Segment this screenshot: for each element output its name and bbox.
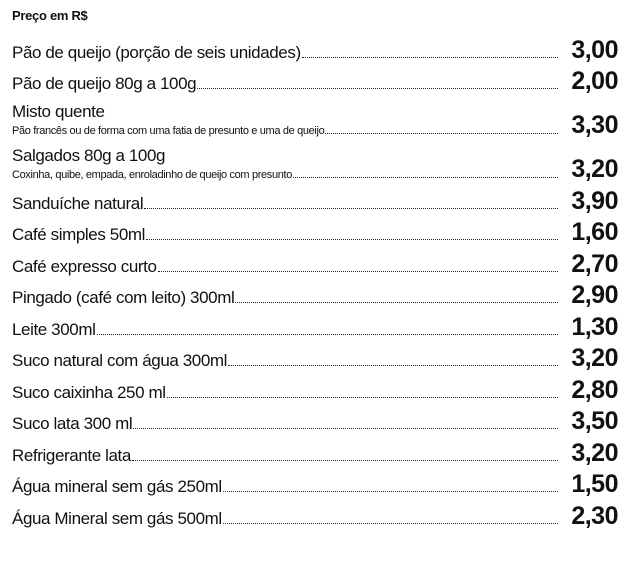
menu-item-title-line bbox=[12, 73, 560, 95]
menu-item-name: Água Mineral sem gás 500ml bbox=[12, 508, 222, 528]
menu-item-title-line bbox=[12, 319, 560, 341]
menu-item-name: Pingado (café com leito) 300ml bbox=[12, 288, 235, 307]
menu-item-row bbox=[12, 278, 618, 310]
menu-item-row bbox=[12, 139, 618, 183]
menu-item-description: Pão francês ou de forma com uma fatia de presunto e uma de queijo bbox=[12, 125, 325, 137]
menu-item-price: 1,50 bbox=[571, 470, 618, 498]
price-list-header: Preço em R$ bbox=[12, 8, 88, 23]
dot-leader bbox=[133, 428, 558, 429]
menu-item-price: 1,30 bbox=[571, 312, 618, 341]
menu-item-row bbox=[12, 183, 618, 215]
menu-item-name: Pão de queijo 80g a 100g bbox=[12, 74, 197, 93]
menu-item-title-line bbox=[12, 145, 560, 167]
menu-item-price: 2,90 bbox=[571, 281, 618, 309]
menu-item-row bbox=[12, 309, 618, 341]
dot-leader bbox=[144, 208, 558, 209]
menu-item-name: Salgados 80g a 100g bbox=[12, 146, 166, 165]
menu-item-price: 3,20 bbox=[571, 438, 618, 467]
menu-item-name: Café simples 50ml bbox=[12, 225, 146, 244]
menu-item-row bbox=[12, 215, 618, 247]
menu-item-name: Refrigerante lata bbox=[12, 445, 131, 465]
menu-item-row bbox=[12, 341, 618, 373]
menu-item-price: 3,90 bbox=[571, 186, 618, 215]
dot-leader bbox=[228, 365, 558, 366]
dot-leader bbox=[146, 239, 558, 240]
menu-item-title-line bbox=[12, 476, 560, 498]
dot-leader bbox=[132, 460, 558, 461]
menu-item-price: 2,80 bbox=[571, 375, 618, 404]
dot-leader bbox=[223, 523, 558, 524]
menu-item-title-line bbox=[12, 287, 560, 309]
menu-item-title-line bbox=[12, 193, 560, 215]
dot-leader bbox=[158, 271, 558, 272]
menu-item-text bbox=[12, 73, 560, 95]
menu-item-name: Pão de queijo (porção de seis unidades) bbox=[12, 42, 301, 62]
menu-item-title-line bbox=[12, 256, 560, 278]
menu-item-price: 3,50 bbox=[571, 407, 618, 435]
menu-item-name: Sanduíche natural bbox=[12, 193, 144, 213]
dot-leader bbox=[223, 491, 558, 492]
price-list-items bbox=[12, 32, 618, 530]
menu-item-title-line bbox=[12, 445, 560, 467]
menu-item-price: 3,20 bbox=[571, 155, 618, 183]
menu-item-text bbox=[12, 42, 560, 64]
menu-item-price: 3,30 bbox=[571, 111, 618, 139]
menu-item-row bbox=[12, 32, 618, 64]
menu-item-text bbox=[12, 287, 560, 309]
menu-item-price: 3,20 bbox=[571, 344, 618, 372]
menu-item-description-line bbox=[12, 123, 560, 139]
menu-item-text bbox=[12, 508, 560, 530]
menu-item-text bbox=[12, 224, 560, 246]
menu-item-row bbox=[12, 435, 618, 467]
menu-item-row bbox=[12, 246, 618, 278]
menu-item-name: Suco lata 300 ml bbox=[12, 414, 133, 433]
menu-item-description: Coxinha, quibe, empada, enroladinho de queijo com presunto bbox=[12, 169, 292, 181]
dot-leader bbox=[97, 334, 559, 335]
menu-item-price: 3,00 bbox=[571, 35, 618, 64]
menu-item-title-line bbox=[12, 413, 560, 435]
menu-item-row bbox=[12, 404, 618, 436]
menu-item-price: 2,30 bbox=[571, 501, 618, 530]
menu-item-title-line bbox=[12, 101, 560, 123]
dot-leader bbox=[293, 177, 558, 178]
menu-item-description-line bbox=[12, 167, 560, 183]
menu-item-title-line bbox=[12, 350, 560, 372]
menu-item-text bbox=[12, 319, 560, 341]
menu-item-text bbox=[12, 382, 560, 404]
dot-leader bbox=[235, 302, 558, 303]
menu-item-row bbox=[12, 498, 618, 530]
menu-item-price: 2,70 bbox=[571, 249, 618, 278]
menu-item-title-line bbox=[12, 42, 560, 64]
menu-item-text bbox=[12, 145, 560, 183]
menu-item-text bbox=[12, 101, 560, 139]
menu-item-title-line bbox=[12, 224, 560, 246]
menu-item-name: Água mineral sem gás 250ml bbox=[12, 477, 222, 496]
menu-item-text bbox=[12, 193, 560, 215]
menu-item-text bbox=[12, 256, 560, 278]
dot-leader bbox=[302, 57, 558, 58]
menu-item-title-line bbox=[12, 382, 560, 404]
menu-item-name: Misto quente bbox=[12, 102, 105, 121]
menu-item-text bbox=[12, 476, 560, 498]
menu-item-price: 2,00 bbox=[571, 67, 618, 95]
menu-item-name: Suco natural com água 300ml bbox=[12, 351, 228, 370]
dot-leader bbox=[167, 397, 558, 398]
menu-item-row bbox=[12, 467, 618, 499]
menu-item-text bbox=[12, 350, 560, 372]
menu-item-name: Leite 300ml bbox=[12, 319, 96, 339]
menu-item-title-line bbox=[12, 508, 560, 530]
menu-item-row bbox=[12, 372, 618, 404]
menu-item-row bbox=[12, 95, 618, 139]
menu-item-price: 1,60 bbox=[571, 218, 618, 246]
dot-leader bbox=[197, 88, 558, 89]
menu-item-name: Café expresso curto bbox=[12, 256, 157, 276]
menu-item-text bbox=[12, 413, 560, 435]
menu-item-row bbox=[12, 64, 618, 96]
dot-leader bbox=[325, 133, 558, 134]
menu-item-name: Suco caixinha 250 ml bbox=[12, 382, 166, 402]
menu-item-text bbox=[12, 445, 560, 467]
